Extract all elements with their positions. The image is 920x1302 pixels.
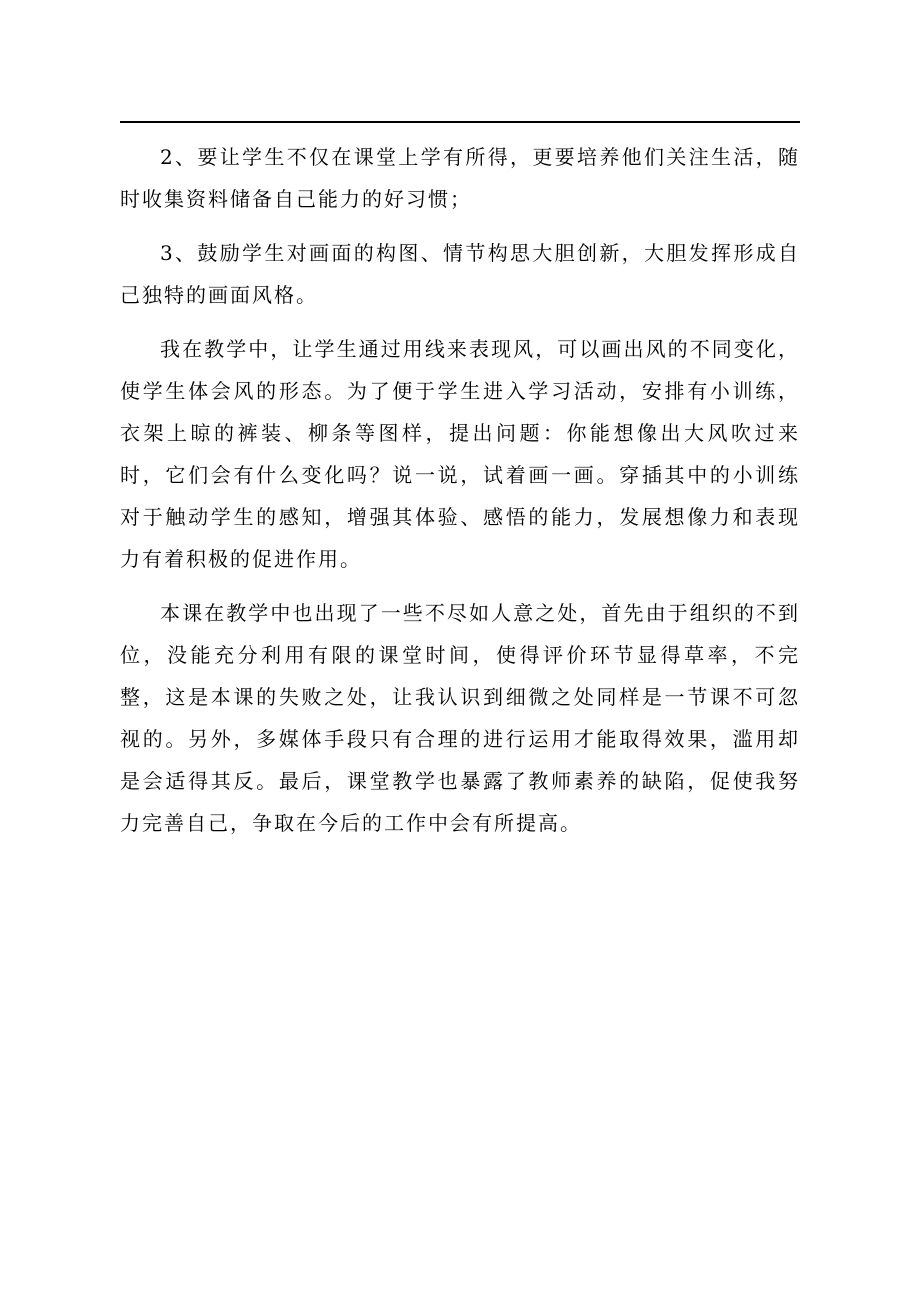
paragraph-teaching-wind: 我在教学中，让学生通过用线来表现风，可以画出风的不同变化，使学生体会风的形态。为了便于学生进入学习活动，安排有小训练，衣架上晾的裤装、柳条等图样，提出问题：你能想像出大风吹过来时，它们会有什么变化吗？说一说，试着画一画。穿插其中的小训练对于触动学生的感知，增强其体验、感悟的能力，发展想像力和表现力有着积极的促进作用。 <box>120 337 800 571</box>
document-body <box>120 136 800 856</box>
paragraph-reflection: 本课在教学中也出现了一些不尽如人意之处，首先由于组织的不到位，没能充分利用有限的课堂时间，使得评价环节显得草率，不完整，这是本课的失败之处，让我认识到细微之处同样是一节课不可忽视的。另外，多媒体手段只有合理的进行运用才能取得效果，滥用却是会适得其反。最后，课堂教学也暴露了教师素养的缺陷，促使我努力完善自己，争取在今后的工作中会有所提高。 <box>120 601 800 835</box>
paragraph-item-2: 2、要让学生不仅在课堂上学有所得，更要培养他们关注生活，随时收集资料储备自己能力的好习惯； <box>120 145 800 211</box>
paragraph-item-3: 3、鼓励学生对画面的构图、情节构思大胆创新，大胆发挥形成自己独特的画面风格。 <box>120 241 800 307</box>
header-rule <box>120 121 800 123</box>
